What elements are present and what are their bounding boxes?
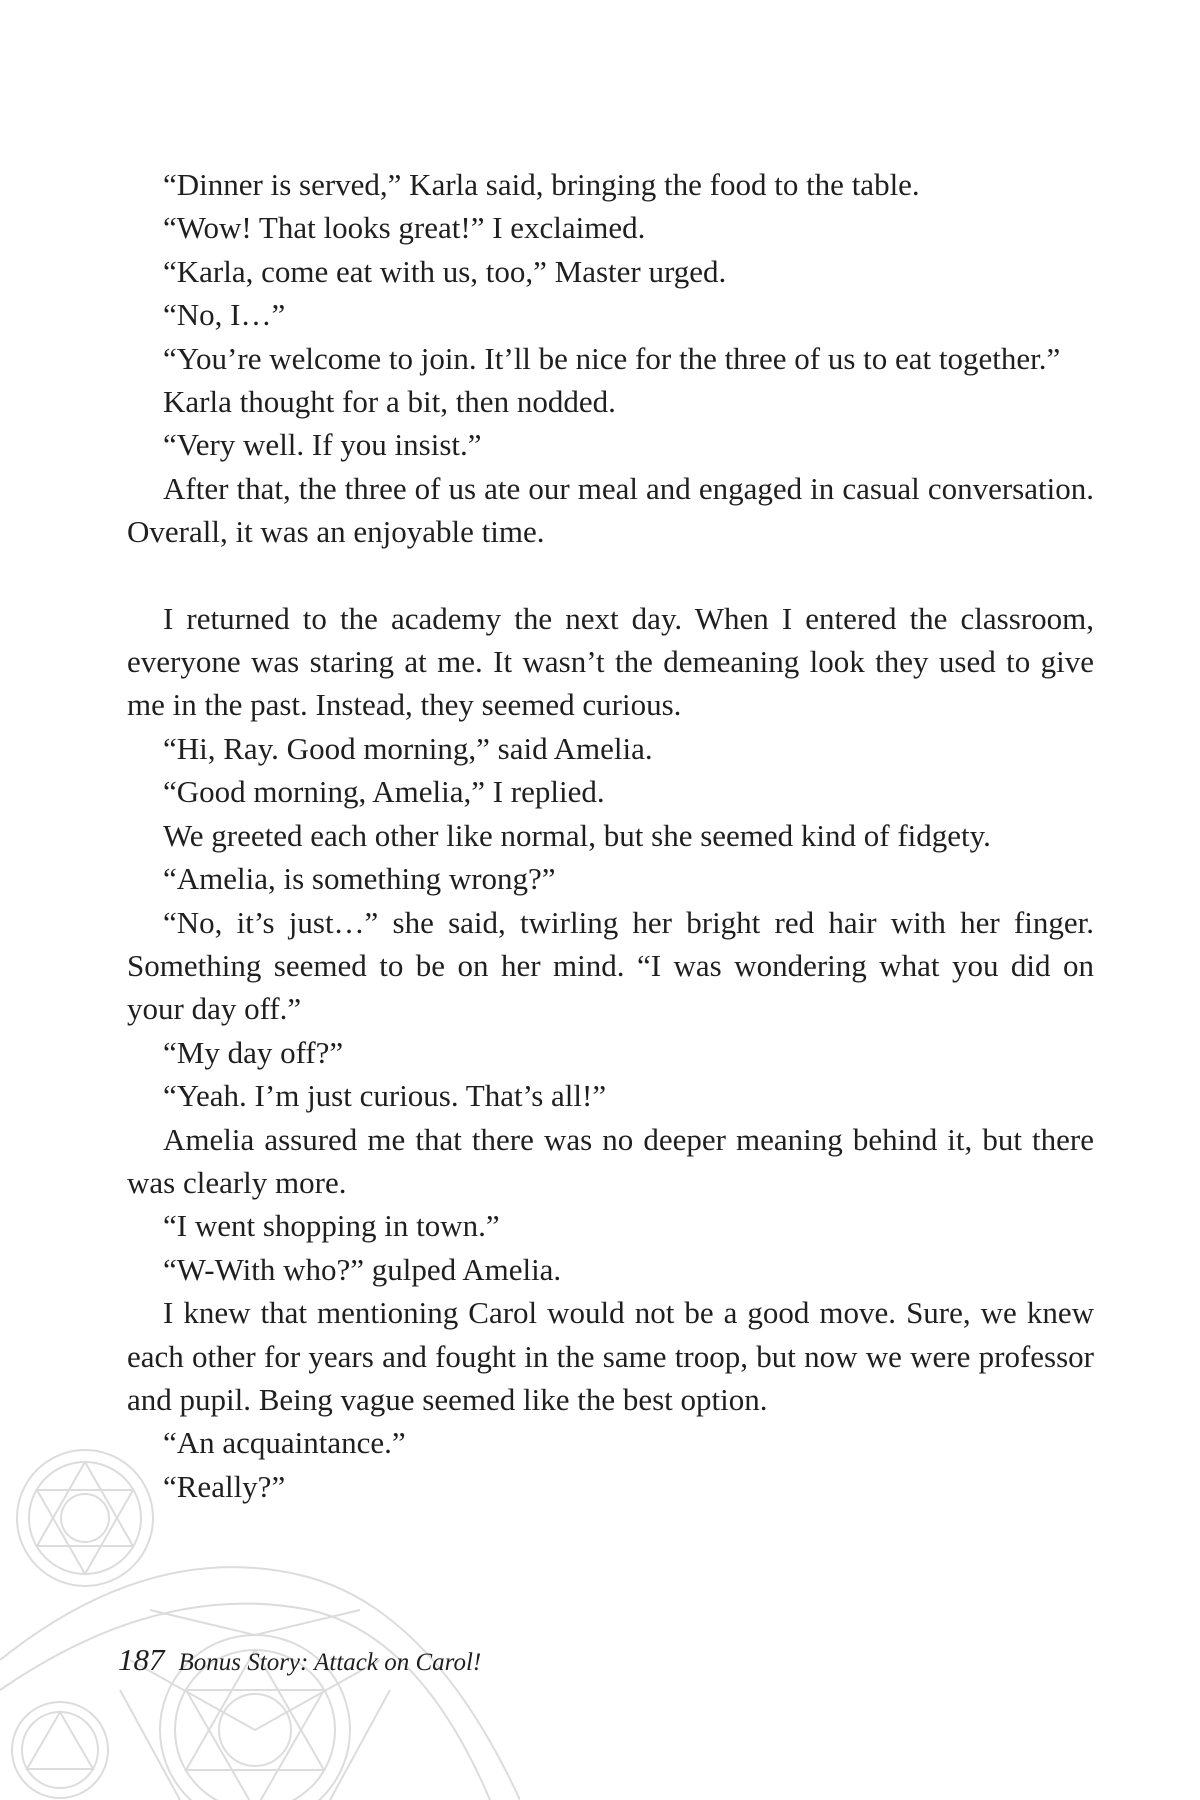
paragraph: “Hi, Ray. Good morning,” said Amelia. bbox=[163, 730, 653, 766]
paragraph: I knew that mentioning Carol would not be a good move. Sure, we knew each other for years and fought in the same troop, but now we were professor and pupil. Being vague seemed like the best option. bbox=[127, 1295, 1094, 1417]
paragraph: “An acquaintance.” bbox=[163, 1425, 406, 1461]
page-number: 187 bbox=[118, 1642, 165, 1677]
paragraph: “Amelia, is something wrong?” bbox=[163, 861, 556, 897]
paragraph: “Really?” bbox=[163, 1468, 286, 1504]
paragraph: “Very well. If you insist.” bbox=[163, 427, 482, 463]
paragraph: After that, the three of us ate our meal and engaged in casual conversation. Overall, it was an enjoyable time. bbox=[127, 470, 1094, 550]
paragraph: I returned to the academy the next day. When I entered the classroom, everyone was staring at me. It wasn’t the demeaning look they used to give me in the past. Instead, they seemed curious. bbox=[127, 600, 1094, 723]
page-footer bbox=[118, 1642, 481, 1678]
paragraph: “You’re welcome to join. It’ll be nice for the three of us to eat together.” bbox=[163, 340, 1061, 376]
paragraph: “W-With who?” gulped Amelia. bbox=[163, 1251, 562, 1287]
paragraph: “Yeah. I’m just curious. That’s all!” bbox=[163, 1078, 607, 1114]
chapter-title: Bonus Story: Attack on Carol! bbox=[178, 1649, 482, 1676]
paragraph: “Wow! That looks great!” I exclaimed. bbox=[163, 210, 646, 246]
paragraph: “I went shopping in town.” bbox=[163, 1208, 500, 1244]
paragraph: Amelia assured me that there was no deeper meaning behind it, but there was clearly more. bbox=[127, 1121, 1094, 1200]
story-text bbox=[127, 163, 1094, 1508]
paragraph: “Karla, come eat with us, too,” Master urged. bbox=[163, 253, 727, 289]
paragraph: “Good morning, Amelia,” I replied. bbox=[163, 774, 605, 810]
paragraph: “No, I…” bbox=[163, 297, 286, 333]
paragraph: “No, it’s just…” she said, twirling her bright red hair with her finger. Something seemed to be on her mind. “I was wondering what you did on your day off.” bbox=[127, 904, 1094, 1027]
paragraph: “My day off?” bbox=[163, 1034, 344, 1070]
paragraph: We greeted each other like normal, but she seemed kind of fidgety. bbox=[163, 817, 991, 853]
paragraph: Karla thought for a bit, then nodded. bbox=[163, 384, 616, 420]
paragraph: “Dinner is served,” Karla said, bringing the food to the table. bbox=[163, 167, 920, 202]
